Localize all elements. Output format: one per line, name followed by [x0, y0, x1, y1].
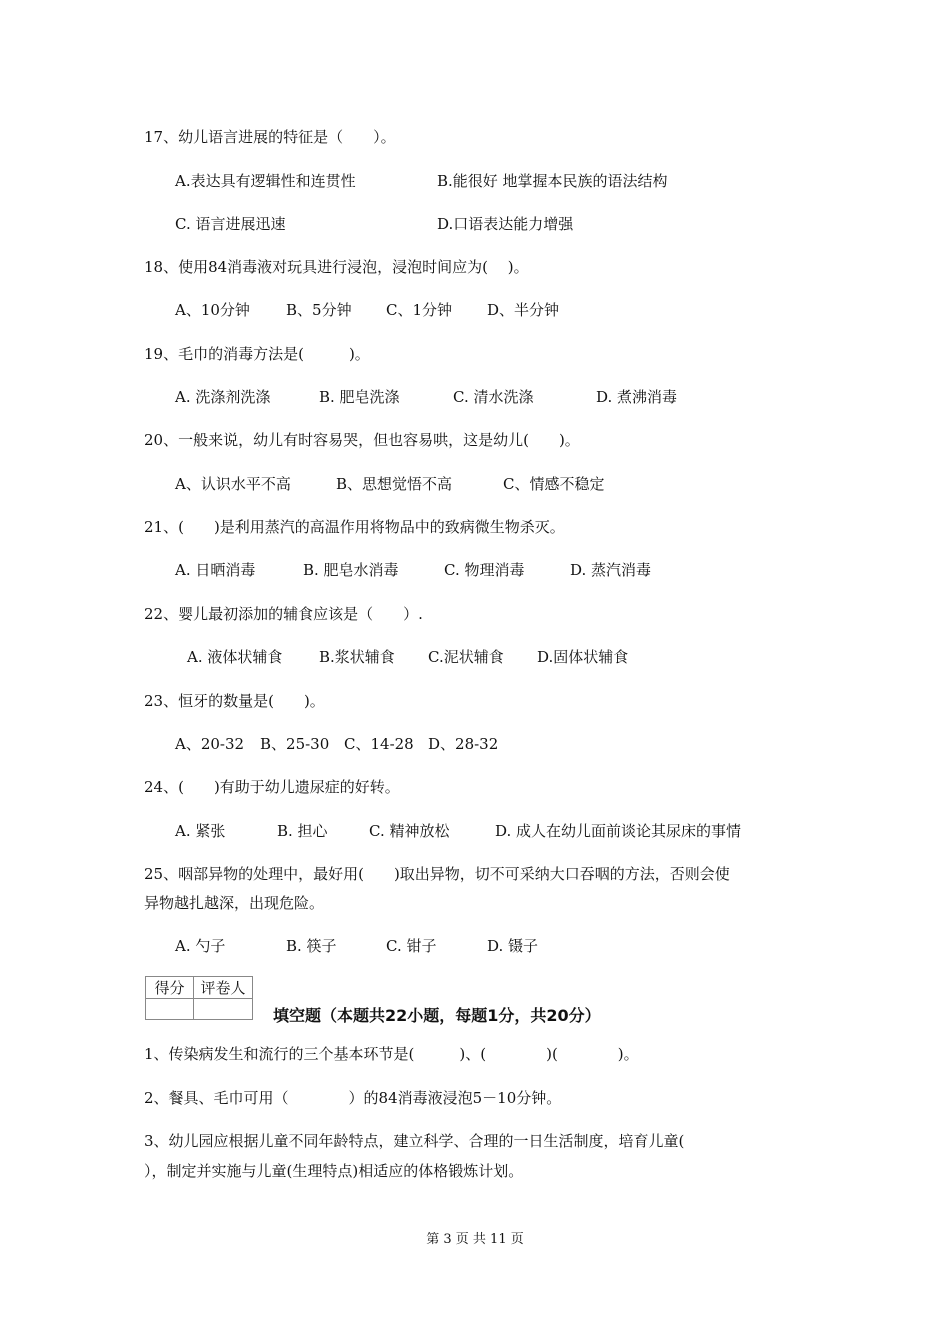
section-title: 填空题（本题共22小题，每题1分，共20分）	[273, 1006, 601, 1025]
q21-option-c: C. 物理消毒	[444, 561, 525, 579]
q21-option-b: B. 肥皂水消毒	[303, 561, 399, 579]
q21-option-a: A. 日晒消毒	[175, 561, 256, 579]
q25-option-c: C. 钳子	[386, 937, 437, 955]
fill-blank-3-cont: ），制定并实施与儿童(生理特点)相适应的体格锻炼计划。	[144, 1162, 524, 1180]
q18-option-a: A、10分钟	[175, 301, 250, 319]
q22-option-d: D.固体状辅食	[537, 648, 629, 666]
score-cell[interactable]	[146, 999, 194, 1020]
q23-option-b: B、25-30	[260, 735, 330, 753]
question-17-stem: 17、幼儿语言进展的特征是（ ）。	[144, 128, 396, 146]
fill-blank-1: 1、传染病发生和流行的三个基本环节是( )、( )( )。	[144, 1045, 639, 1063]
q20-option-a: A、认识水平不高	[175, 475, 291, 493]
grader-cell[interactable]	[194, 999, 253, 1020]
q25-option-b: B. 筷子	[286, 937, 337, 955]
q19-option-b: B. 肥皂洗涤	[319, 388, 400, 406]
question-19-stem: 19、毛巾的消毒方法是( )。	[144, 345, 370, 363]
q17-option-b: B.能很好 地掌握本民族的语法结构	[437, 172, 668, 190]
question-25-stem: 25、咽部异物的处理中，最好用( )取出异物，切不可采纳大口吞咽的方法，否则会使	[144, 865, 730, 883]
q22-option-a: A. 液体状辅食	[187, 648, 283, 666]
q19-option-a: A. 洗涤剂洗涤	[175, 388, 271, 406]
question-20-stem: 20、一般来说，幼儿有时容易哭，但也容易哄，这是幼儿( )。	[144, 431, 580, 449]
q20-option-c: C、情感不稳定	[503, 475, 605, 493]
q25-option-d: D. 镊子	[487, 937, 539, 955]
q18-option-b: B、5分钟	[286, 301, 352, 319]
score-box	[145, 976, 253, 1020]
page-footer: 第 3 页 共 11 页	[426, 1232, 524, 1247]
q21-option-d: D. 蒸汽消毒	[570, 561, 652, 579]
q22-option-b: B.浆状辅食	[319, 648, 395, 666]
q24-option-d: D. 成人在幼儿面前谈论其尿床的事情	[495, 822, 742, 840]
q24-option-b: B. 担心	[277, 822, 328, 840]
q19-option-c: C. 清水洗涤	[453, 388, 534, 406]
q17-option-d: D.口语表达能力增强	[437, 215, 574, 233]
q22-option-c: C.泥状辅食	[428, 648, 504, 666]
q19-option-d: D. 煮沸消毒	[596, 388, 678, 406]
q17-option-a: A.表达具有逻辑性和连贯性	[175, 172, 356, 190]
q24-option-c: C. 精神放松	[369, 822, 450, 840]
question-25-stem-cont: 异物越扎越深，出现危险。	[144, 894, 325, 912]
q23-option-d: D、28-32	[428, 735, 499, 753]
question-24-stem: 24、( )有助于幼儿遗尿症的好转。	[144, 778, 400, 796]
question-22-stem: 22、婴儿最初添加的辅食应该是（ ）.	[144, 605, 423, 623]
score-header: 得分	[146, 977, 194, 999]
q23-option-a: A、20-32	[175, 735, 245, 753]
question-18-stem: 18、使用84消毒液对玩具进行浸泡，浸泡时间应为( )。	[144, 258, 529, 276]
question-21-stem: 21、( )是利用蒸汽的高温作用将物品中的致病微生物杀灭。	[144, 518, 565, 536]
fill-blank-3: 3、幼儿园应根据儿童不同年龄特点，建立科学、合理的一日生活制度，培育儿童(	[144, 1132, 685, 1150]
q20-option-b: B、思想觉悟不高	[336, 475, 453, 493]
question-23-stem: 23、恒牙的数量是( )。	[144, 692, 325, 710]
grader-header: 评卷人	[194, 977, 253, 999]
q24-option-a: A. 紧张	[175, 822, 226, 840]
q23-option-c: C、14-28	[344, 735, 414, 753]
fill-blank-2: 2、餐具、毛巾可用（ ）的84消毒液浸泡5－10分钟。	[144, 1089, 562, 1107]
q17-option-c: C. 语言进展迅速	[175, 215, 286, 233]
q25-option-a: A. 勺子	[175, 937, 226, 955]
q18-option-d: D、半分钟	[487, 301, 560, 319]
q18-option-c: C、1分钟	[386, 301, 453, 319]
